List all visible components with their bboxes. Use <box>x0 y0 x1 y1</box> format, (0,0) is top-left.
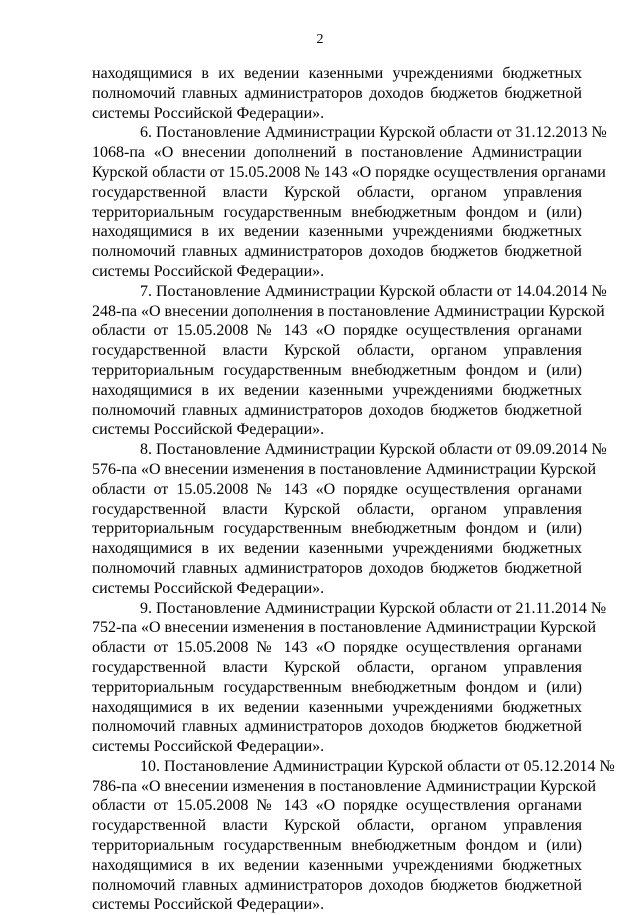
text-line: 576-па «О внесении изменения в постановление Администрации Курской <box>92 460 597 478</box>
text-line: системы Российской Федерации». <box>92 579 325 597</box>
text-line: полномочий главных администраторов доходов бюджетов бюджетной <box>92 718 582 736</box>
text-line: 786-па «О внесении изменения в постановление Администрации Курской <box>92 777 597 795</box>
text-line: области от 15.05.2008 № 143 «О порядке осуществления органами <box>92 322 582 340</box>
text-line: полномочий главных администраторов доходов бюджетов бюджетной <box>92 876 582 894</box>
text-line: системы Российской Федерации». <box>92 738 325 756</box>
text-line: государственной власти Курской области, органом управления <box>92 500 582 518</box>
text-line: системы Российской Федерации». <box>92 421 325 439</box>
text-line: системы Российской Федерации». <box>92 104 325 122</box>
text-line: 7. Постановление Администрации Курской области от 14.04.2014 № <box>140 282 607 300</box>
text-line: находящимися в их ведении казенными учреждениями бюджетных <box>92 65 582 82</box>
text-line: территориальным государственным внебюджетным фондом и (или) <box>92 361 582 379</box>
text-line: Курской области от 15.05.2008 № 143 «О порядке осуществления органами <box>92 163 606 181</box>
text-line: 1068-па «О внесении дополнений в постановление Администрации <box>92 144 582 162</box>
text-line: территориальным государственным внебюджетным фондом и (или) <box>92 520 582 538</box>
text-line: находящимися в их ведении казенными учреждениями бюджетных <box>92 381 582 399</box>
text-line: 6. Постановление Администрации Курской области от 31.12.2013 № <box>140 124 607 142</box>
paragraph-item-7 <box>92 282 607 440</box>
text-line: полномочий главных администраторов доходов бюджетов бюджетной <box>92 243 582 261</box>
paragraph-item-10 <box>92 757 615 915</box>
text-line: области от 15.05.2008 № 143 «О порядке осуществления органами <box>92 480 582 498</box>
text-line: области от 15.05.2008 № 143 «О порядке осуществления органами <box>92 639 582 657</box>
text-line: области от 15.05.2008 № 143 «О порядке осуществления органами <box>92 797 582 815</box>
text-line: находящимися в их ведении казенными учреждениями бюджетных <box>92 223 582 241</box>
text-line: находящимися в их ведении казенными учреждениями бюджетных <box>92 698 582 716</box>
paragraph-item-9 <box>92 599 607 757</box>
text-line: 10. Постановление Администрации Курской области от 05.12.2014 № <box>140 757 615 775</box>
text-line: государственной власти Курской области, органом управления <box>92 183 582 201</box>
text-line: государственной власти Курской области, органом управления <box>92 658 582 676</box>
text-line: системы Российской Федерации». <box>92 262 325 280</box>
text-line: находящимися в их ведении казенными учреждениями бюджетных <box>92 856 582 874</box>
text-line: территориальным государственным внебюджетным фондом и (или) <box>92 203 582 221</box>
text-line: государственной власти Курской области, органом управления <box>92 817 582 835</box>
text-line: территориальным государственным внебюджетным фондом и (или) <box>92 837 582 855</box>
text-line: системы Российской Федерации». <box>92 896 325 914</box>
text-line: полномочий главных администраторов доходов бюджетов бюджетной <box>92 84 582 102</box>
paragraph-continuation <box>92 64 582 123</box>
page-number: 2 <box>316 32 324 47</box>
text-line: находящимися в их ведении казенными учреждениями бюджетных <box>92 540 582 558</box>
text-line: 248-па «О внесении дополнения в постановление Администрации Курской <box>92 302 605 320</box>
text-line: 9. Постановление Администрации Курской области от 21.11.2014 № <box>140 599 607 617</box>
paragraph-item-8 <box>92 440 607 598</box>
text-line: территориальным государственным внебюджетным фондом и (или) <box>92 678 582 696</box>
text-line: полномочий главных администраторов доходов бюджетов бюджетной <box>92 559 582 577</box>
paragraph-item-6 <box>92 123 607 281</box>
text-line: 752-па «О внесении изменения в постановление Администрации Курской <box>92 619 597 637</box>
document-body <box>92 64 615 915</box>
text-line: государственной власти Курской области, органом управления <box>92 342 582 360</box>
text-line: 8. Постановление Администрации Курской области от 09.09.2014 № <box>140 441 607 459</box>
text-line: полномочий главных администраторов доходов бюджетов бюджетной <box>92 401 582 419</box>
